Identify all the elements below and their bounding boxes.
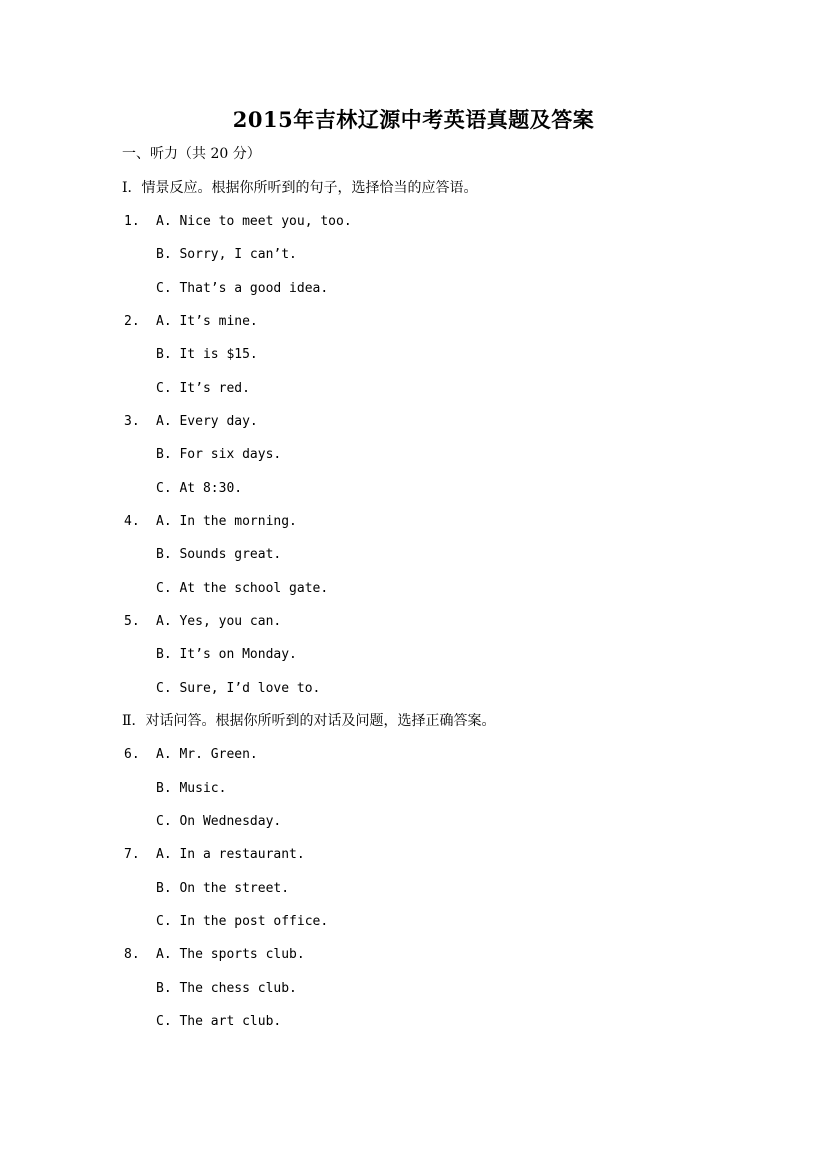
option-a: A. The sports club. [156, 947, 305, 962]
option-b: B. Music. [156, 781, 227, 796]
option-a: A. Every day. [156, 414, 258, 429]
question-number: 2. [124, 314, 140, 329]
option-c: C. At the school gate. [156, 581, 329, 596]
option-b: B. For six days. [156, 447, 282, 462]
option-c: C. At 8:30. [156, 481, 243, 496]
option-b: B. The chess club. [156, 981, 297, 996]
option-b: B. Sorry, I can’t. [156, 247, 297, 262]
part2-instruction: Ⅱ．对话问答。根据你所听到的对话及问题，选择正确答案。 [122, 713, 496, 729]
option-a: A. Nice to meet you, too. [156, 214, 352, 229]
option-c: C. The art club. [156, 1014, 282, 1029]
question-number: 7. [124, 847, 140, 862]
option-a: A. It’s mine. [156, 314, 258, 329]
option-b: B. On the street. [156, 881, 290, 896]
option-b: B. Sounds great. [156, 547, 282, 562]
option-a: A. In a restaurant. [156, 847, 305, 862]
option-a: A. Mr. Green. [156, 747, 258, 762]
option-c: C. Sure, I’d love to. [156, 681, 321, 696]
question-number: 4. [124, 514, 140, 529]
question-number: 6. [124, 747, 140, 762]
option-a: A. Yes, you can. [156, 614, 282, 629]
section-heading-listening: 一、听力（共 20 分） [122, 146, 261, 162]
option-a: A. In the morning. [156, 514, 297, 529]
document-title: 2015年吉林辽源中考英语真题及答案 [232, 107, 595, 132]
option-c: C. It’s red. [156, 381, 250, 396]
question-number: 8. [124, 947, 140, 962]
question-number: 5. [124, 614, 140, 629]
option-b: B. It’s on Monday. [156, 647, 297, 662]
option-c: C. That’s a good idea. [156, 281, 329, 296]
question-number: 3. [124, 414, 140, 429]
question-number: 1. [124, 214, 140, 229]
option-b: B. It is $15. [156, 347, 258, 362]
option-c: C. In the post office. [156, 914, 329, 929]
part1-instruction: Ⅰ．情景反应。根据你所听到的句子，选择恰当的应答语。 [122, 180, 478, 196]
option-c: C. On Wednesday. [156, 814, 282, 829]
